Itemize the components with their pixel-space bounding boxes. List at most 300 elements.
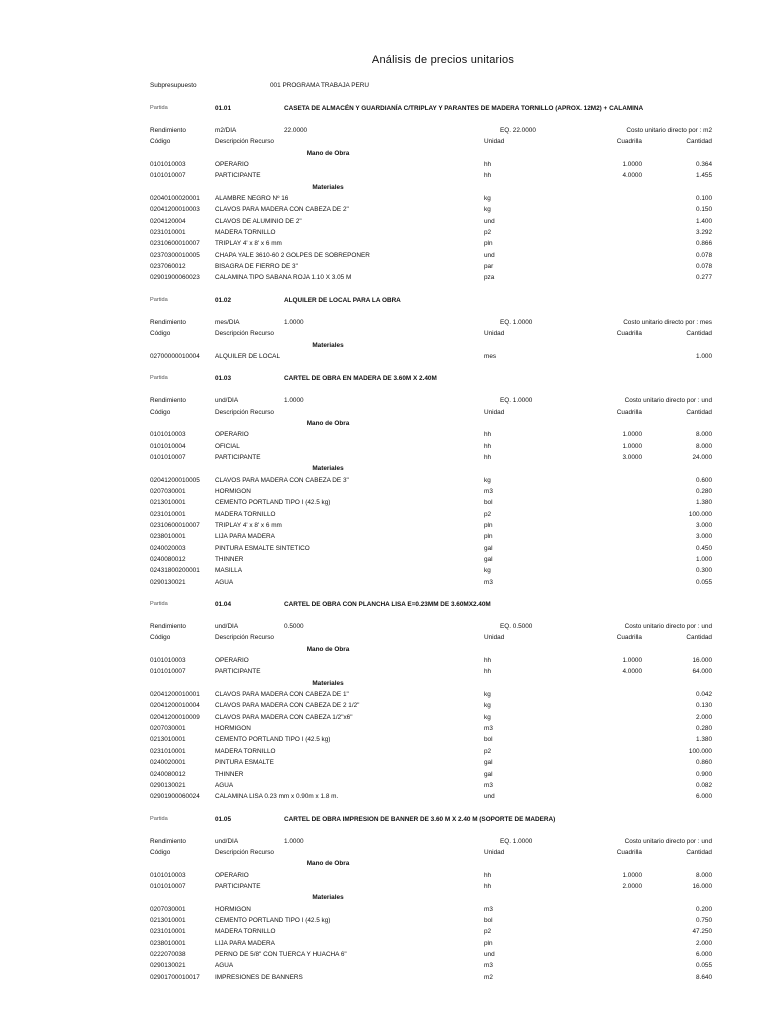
resource-unit: pln (484, 533, 493, 541)
resource-group-heading (0, 678, 768, 689)
partida-title: CASETA DE ALMACÉN Y GUARDIANÍA C/TRIPLAY Y PARANTES DE MADERA TORNILLO (APROX. 12M2) + CALAMINA (284, 105, 644, 112)
equipo-value: EQ. 0.5000 (500, 623, 533, 631)
resource-row (0, 272, 768, 283)
resource-description: THINNER (215, 556, 244, 563)
resource-code: 0240080012 (150, 556, 186, 563)
resource-cantidad: 100.000 (688, 747, 712, 755)
resource-unit: und (484, 251, 495, 259)
resource-code: 02310600010007 (150, 240, 200, 248)
resource-row (0, 746, 768, 757)
header-descripcion: Descripción Recurso (215, 634, 274, 642)
partida-header (0, 596, 768, 613)
resource-cuadrilla: 2.0000 (622, 882, 642, 890)
resource-code: 02431800200001 (150, 567, 200, 575)
resource-description: ALAMBRE NEGRO Nº 16 (215, 195, 289, 203)
resource-code: 0290130021 (150, 578, 186, 586)
partida-header (0, 292, 768, 309)
partida-header (0, 811, 768, 828)
rendimiento-unit: und/DIA (215, 623, 239, 631)
resource-code: 0290130021 (150, 962, 186, 970)
resource-row (0, 769, 768, 780)
resource-description: PARTICIPANTE (215, 172, 261, 180)
resource-cuadrilla: 1.0000 (622, 431, 642, 439)
partida-section (0, 292, 768, 370)
resource-row (0, 655, 768, 666)
resource-code: 02700000010004 (150, 352, 200, 360)
resource-description: AGUA (215, 781, 234, 789)
resource-unit: gal (484, 556, 493, 563)
resource-cantidad: 2.000 (696, 939, 712, 947)
resource-code: 02041200010005 (150, 476, 200, 484)
resource-description: PINTURA ESMALTE SINTETICO (215, 544, 310, 552)
resource-group-heading (0, 644, 768, 655)
resource-code: 02310600010007 (150, 521, 200, 529)
resource-description: IMPRESIONES DE BANNERS (215, 973, 303, 981)
resource-cantidad: 0.750 (696, 916, 712, 924)
header-unidad: Unidad (484, 634, 505, 642)
rendimiento-label: Rendimiento (150, 127, 186, 134)
resource-cantidad: 24.000 (692, 453, 712, 461)
resource-row (0, 238, 768, 249)
partida-header (0, 370, 768, 387)
group-name: Mano de Obra (306, 860, 350, 868)
spacer (0, 387, 768, 395)
resource-description: CLAVOS PARA MADERA CON CABEZA DE 2 1/2" (215, 702, 360, 710)
resource-description: MADERA TORNILLO (215, 928, 276, 936)
resource-code: 0207030001 (150, 487, 186, 495)
resource-row (0, 170, 768, 181)
resource-code: 0213010001 (150, 916, 186, 924)
resource-cantidad: 64.000 (692, 668, 712, 676)
resource-group-heading (0, 418, 768, 429)
resource-code: 02901900060023 (150, 274, 200, 282)
resource-row (0, 700, 768, 711)
resource-unit: pln (484, 521, 493, 529)
resource-row (0, 452, 768, 463)
resource-unit: hh (484, 172, 492, 180)
partida-section (0, 596, 768, 811)
resource-row (0, 791, 768, 802)
costo-unitario-label: Costo unitario directo por : und (624, 397, 712, 405)
partida-title: CARTEL DE OBRA EN MADERA DE 3.60M X 2.40M (284, 375, 437, 383)
partida-number: 01.03 (215, 375, 231, 383)
spacer (0, 613, 768, 621)
resource-code: 0240080012 (150, 770, 186, 778)
resource-description: CLAVOS PARA MADERA CON CABEZA DE 2" (215, 206, 349, 214)
resource-unit: hh (484, 442, 492, 450)
partida-number: 01.02 (215, 296, 231, 304)
resource-code: 0231010001 (150, 747, 186, 755)
resource-description: PERNO DE 5/8" CON TUERCA Y HUACHA 6" (215, 950, 347, 958)
resource-code: 0237060012 (150, 263, 186, 271)
resource-code: 02041200010004 (150, 702, 200, 710)
header-cuadrilla: Cuadrilla (616, 330, 642, 338)
rendimiento-value: 1.0000 (284, 318, 304, 326)
resource-description: TRIPLAY 4' x 8' x 6 mm (215, 240, 282, 248)
header-codigo: Código (150, 408, 171, 416)
spacer (0, 117, 768, 125)
rendimiento-unit: und/DIA (215, 837, 239, 845)
resource-unit: pln (484, 939, 493, 947)
resource-unit: p2 (484, 747, 492, 755)
resource-unit: m2 (484, 973, 493, 981)
resource-code: 02370300010005 (150, 251, 200, 259)
rendimiento-label: Rendimiento (150, 623, 186, 631)
resource-cantidad: 1.455 (696, 172, 712, 180)
resource-cantidad: 2.000 (696, 713, 712, 721)
resource-code: 0207030001 (150, 725, 186, 733)
resource-cantidad: 0.866 (696, 240, 712, 248)
resource-code: 0290130021 (150, 781, 186, 789)
resource-code: 0204120004 (150, 217, 186, 225)
analysis-sections (0, 100, 768, 991)
costo-unitario-label: Costo unitario directo por : und (624, 623, 712, 631)
resource-code: 02041200010009 (150, 713, 200, 721)
resource-row (0, 666, 768, 677)
header-codigo: Código (150, 634, 171, 642)
resource-cantidad: 0.450 (696, 544, 712, 552)
partida-label: Partida (150, 815, 168, 822)
resource-row (0, 565, 768, 576)
resource-unit: par (484, 263, 494, 271)
resource-code: 0101010007 (150, 668, 186, 676)
resource-row (0, 723, 768, 734)
costo-unitario-label: Costo unitario directo por : und (624, 837, 712, 845)
equipo-value: EQ. 1.0000 (500, 397, 533, 405)
rendimiento-value: 22.0000 (284, 127, 308, 134)
resource-description: CLAVOS DE ALUMINIO DE 2" (215, 217, 302, 225)
partida-section (0, 811, 768, 991)
resource-code: 0101010007 (150, 172, 186, 180)
resource-cantidad: 0.055 (696, 962, 712, 970)
resource-unit: hh (484, 161, 492, 169)
resource-description: CALAMINA LISA 0.23 mm x 0.90m x 1.8 m. (215, 793, 339, 801)
header-unidad: Unidad (484, 848, 505, 856)
spacer (0, 828, 768, 836)
resource-cantidad: 3.292 (696, 229, 712, 237)
resource-cantidad: 100.000 (688, 510, 712, 518)
equipo-value: EQ. 1.0000 (500, 318, 533, 326)
partida-label: Partida (150, 375, 168, 382)
resource-code: 0240020001 (150, 759, 186, 767)
resource-unit: kg (484, 713, 491, 721)
resource-unit: bol (484, 736, 493, 744)
resource-unit: m3 (484, 781, 493, 789)
equipo-value: EQ. 1.0000 (500, 837, 533, 845)
resource-row (0, 870, 768, 881)
partida-label: Partida (150, 105, 168, 111)
resource-row (0, 429, 768, 440)
resource-unit: gal (484, 544, 493, 552)
costo-unitario-label: Costo unitario directo por : m2 (626, 127, 712, 134)
resource-row (0, 159, 768, 170)
resource-cantidad: 0.900 (696, 770, 712, 778)
group-name: Materiales (312, 679, 344, 687)
resource-unit: kg (484, 476, 491, 484)
header-descripcion: Descripción Recurso (215, 138, 274, 146)
rendimiento-unit: und/DIA (215, 397, 239, 405)
resource-unit: kg (484, 195, 491, 203)
rendimiento-unit: m2/DIA (215, 127, 237, 134)
resource-unit: gal (484, 770, 493, 778)
resource-row (0, 960, 768, 971)
resource-code: 0238010001 (150, 939, 186, 947)
resource-cantidad: 0.200 (696, 905, 712, 913)
resource-unit: kg (484, 702, 491, 710)
spacer (0, 309, 768, 317)
resource-description: CEMENTO PORTLAND TIPO I (42.5 kg) (215, 916, 331, 924)
resource-description: MADERA TORNILLO (215, 747, 276, 755)
rendimiento-value: 0.5000 (284, 623, 304, 631)
resource-description: CEMENTO PORTLAND TIPO I (42.5 kg) (215, 499, 331, 507)
subpresupuesto-label: Subpresupuesto (150, 82, 197, 89)
header-unidad: Unidad (484, 138, 505, 146)
resource-code: 0222070038 (150, 950, 186, 958)
resource-unit: m3 (484, 578, 493, 586)
resource-cantidad: 8.000 (696, 431, 712, 439)
resource-code: 0101010003 (150, 161, 186, 169)
subpresupuesto-value: 001 PROGRAMA TRABAJA PERU (270, 82, 369, 89)
resource-row (0, 881, 768, 892)
resource-unit: bol (484, 916, 493, 924)
resource-code: 02040100020001 (150, 195, 200, 203)
resource-unit: m3 (484, 962, 493, 970)
partida-number: 01.01 (215, 105, 231, 112)
resource-cuadrilla: 4.0000 (622, 172, 642, 180)
resource-cantidad: 3.000 (696, 521, 712, 529)
resource-code: 02901700010017 (150, 973, 200, 981)
rendimiento-value: 1.0000 (284, 397, 304, 405)
rendimiento-value: 1.0000 (284, 837, 304, 845)
resource-cantidad: 0.860 (696, 759, 712, 767)
partida-label: Partida (150, 601, 168, 608)
resource-description: MASILLA (215, 567, 242, 575)
resource-unit: und (484, 950, 495, 958)
resource-description: THINNER (215, 770, 244, 778)
resource-unit: p2 (484, 928, 492, 936)
resource-cantidad: 0.055 (696, 578, 712, 586)
group-name: Mano de Obra (306, 419, 350, 427)
resource-unit: m3 (484, 487, 493, 495)
resource-row (0, 577, 768, 588)
resource-unit: gal (484, 759, 493, 767)
resource-unit: und (484, 793, 495, 801)
resource-row (0, 938, 768, 949)
rendimiento-label: Rendimiento (150, 397, 186, 405)
resource-unit: und (484, 217, 495, 225)
resource-code: 0207030001 (150, 905, 186, 913)
resource-row (0, 250, 768, 261)
resource-unit: kg (484, 206, 491, 214)
resource-unit: hh (484, 668, 492, 676)
resource-description: CLAVOS PARA MADERA CON CABEZA 1/2"x6" (215, 713, 353, 721)
resource-cuadrilla: 3.0000 (622, 453, 642, 461)
resource-description: HORMIGON (215, 725, 251, 733)
partida-label: Partida (150, 296, 168, 303)
resource-unit: m3 (484, 905, 493, 913)
resource-unit: p2 (484, 229, 492, 237)
partida-title: CARTEL DE OBRA CON PLANCHA LISA E=0.23MM DE 3.60MX2.40M (284, 601, 491, 609)
resource-row (0, 972, 768, 983)
resource-cantidad: 16.000 (692, 657, 712, 665)
resource-row (0, 227, 768, 238)
resource-cantidad: 0.130 (696, 702, 712, 710)
resource-description: HORMIGON (215, 905, 251, 913)
resource-row (0, 689, 768, 700)
group-name: Materiales (312, 894, 344, 902)
resource-group-heading (0, 340, 768, 351)
resource-description: PARTICIPANTE (215, 453, 261, 461)
resource-cantidad: 0.078 (696, 251, 712, 259)
resource-cantidad: 0.042 (696, 691, 712, 699)
group-name: Mano de Obra (306, 645, 350, 653)
resource-description: CLAVOS PARA MADERA CON CABEZA DE 1" (215, 691, 349, 699)
column-header-row (0, 632, 768, 643)
resource-unit: bol (484, 499, 493, 507)
resource-cantidad: 47.250 (692, 928, 712, 936)
group-name: Materiales (312, 183, 344, 191)
resource-row (0, 531, 768, 542)
resource-description: PINTURA ESMALTE (215, 759, 274, 767)
resource-cantidad: 1.380 (696, 736, 712, 744)
resource-cantidad: 1.380 (696, 499, 712, 507)
resource-cuadrilla: 4.0000 (622, 668, 642, 676)
resource-unit: hh (484, 882, 492, 890)
resource-row (0, 475, 768, 486)
resource-row (0, 193, 768, 204)
partida-number: 01.04 (215, 601, 231, 609)
resource-description: CHAPA YALE 3610-60 2 GOLPES DE SOBREPONER (215, 251, 370, 259)
resource-code: 0231010001 (150, 510, 186, 518)
spacer (0, 983, 768, 991)
resource-row (0, 712, 768, 723)
resource-cantidad: 0.600 (696, 476, 712, 484)
resource-group-heading (0, 148, 768, 159)
resource-cuadrilla: 1.0000 (622, 657, 642, 665)
rendimiento-row (0, 395, 768, 406)
resource-description: MADERA TORNILLO (215, 229, 276, 237)
resource-row (0, 509, 768, 520)
header-cantidad: Cantidad (686, 330, 712, 338)
rendimiento-label: Rendimiento (150, 837, 186, 845)
resource-row (0, 520, 768, 531)
partida-title: ALQUILER DE LOCAL PARA LA OBRA (284, 296, 401, 304)
resource-cantidad: 1.000 (696, 352, 712, 360)
column-header-row (0, 407, 768, 418)
rendimiento-row (0, 621, 768, 632)
resource-cuadrilla: 1.0000 (622, 161, 642, 169)
resource-cantidad: 6.000 (696, 793, 712, 801)
group-name: Materiales (312, 465, 344, 473)
resource-description: PARTICIPANTE (215, 668, 261, 676)
resource-row (0, 757, 768, 768)
resource-code: 0238010001 (150, 533, 186, 541)
resource-cantidad: 0.300 (696, 567, 712, 575)
resource-unit: mes (484, 352, 497, 360)
group-name: Mano de Obra (306, 149, 350, 157)
resource-unit: kg (484, 691, 491, 699)
resource-description: TRIPLAY 4' x 8' x 6 mm (215, 521, 282, 529)
resource-unit: hh (484, 657, 492, 665)
resource-cantidad: 1.000 (696, 556, 712, 563)
resource-code: 0231010001 (150, 229, 186, 237)
rendimiento-row (0, 836, 768, 847)
resource-group-heading (0, 463, 768, 474)
resource-unit: p2 (484, 510, 492, 518)
column-header-row (0, 136, 768, 147)
resource-row (0, 926, 768, 937)
resource-row (0, 904, 768, 915)
rendimiento-label: Rendimiento (150, 318, 186, 326)
resource-cuadrilla: 1.0000 (622, 871, 642, 879)
resource-code: 02041200010001 (150, 691, 200, 699)
resource-group-heading (0, 858, 768, 869)
resource-description: MADERA TORNILLO (215, 510, 276, 518)
document-title: Análisis de precios unitarios (371, 54, 515, 66)
resource-row (0, 949, 768, 960)
equipo-value: EQ. 22.0000 (500, 127, 536, 134)
header-cantidad: Cantidad (686, 408, 712, 416)
resource-row (0, 261, 768, 272)
partida-section (0, 100, 768, 292)
resource-cantidad: 0.150 (696, 206, 712, 214)
resource-cuadrilla: 1.0000 (622, 442, 642, 450)
partida-section (0, 370, 768, 596)
resource-row (0, 486, 768, 497)
resource-group-heading (0, 892, 768, 903)
resource-description: OPERARIO (215, 431, 249, 439)
resource-row (0, 441, 768, 452)
resource-cantidad: 0.280 (696, 725, 712, 733)
resource-description: AGUA (215, 578, 234, 586)
resource-row (0, 915, 768, 926)
resource-description: OPERARIO (215, 161, 249, 169)
resource-cantidad: 1.400 (696, 217, 712, 225)
resource-description: CLAVOS PARA MADERA CON CABEZA DE 3" (215, 476, 349, 484)
resource-cantidad: 8.000 (696, 871, 712, 879)
spacer (0, 588, 768, 596)
resource-group-heading (0, 182, 768, 193)
resource-description: ALQUILER DE LOCAL (215, 352, 280, 360)
rendimiento-row (0, 317, 768, 328)
column-header-row (0, 328, 768, 339)
resource-cantidad: 0.280 (696, 487, 712, 495)
resource-description: LIJA PARA MADERA (215, 939, 275, 947)
resource-cantidad: 0.100 (696, 195, 712, 203)
resource-cantidad: 16.000 (692, 882, 712, 890)
resource-description: CEMENTO PORTLAND TIPO I (42.5 kg) (215, 736, 331, 744)
partida-number: 01.05 (215, 815, 231, 823)
resource-unit: pza (484, 274, 495, 282)
resource-row (0, 204, 768, 215)
header-cantidad: Cantidad (686, 634, 712, 642)
resource-description: OPERARIO (215, 871, 249, 879)
resource-cantidad: 0.364 (696, 161, 712, 169)
header-descripcion: Descripción Recurso (215, 408, 274, 416)
resource-cantidad: 6.000 (696, 950, 712, 958)
resource-description: LIJA PARA MADERA (215, 533, 275, 541)
resource-description: HORMIGON (215, 487, 251, 495)
resource-cantidad: 8.640 (696, 973, 712, 981)
header-unidad: Unidad (484, 330, 505, 338)
header-descripcion: Descripción Recurso (215, 848, 274, 856)
partida-header (0, 100, 768, 117)
resource-row (0, 497, 768, 508)
partida-title: CARTEL DE OBRA IMPRESION DE BANNER DE 3.60 M X 2.40 M (SOPORTE DE MADERA) (284, 815, 556, 823)
rendimiento-row (0, 125, 768, 136)
resource-code: 0240020003 (150, 544, 186, 552)
spacer (0, 803, 768, 811)
